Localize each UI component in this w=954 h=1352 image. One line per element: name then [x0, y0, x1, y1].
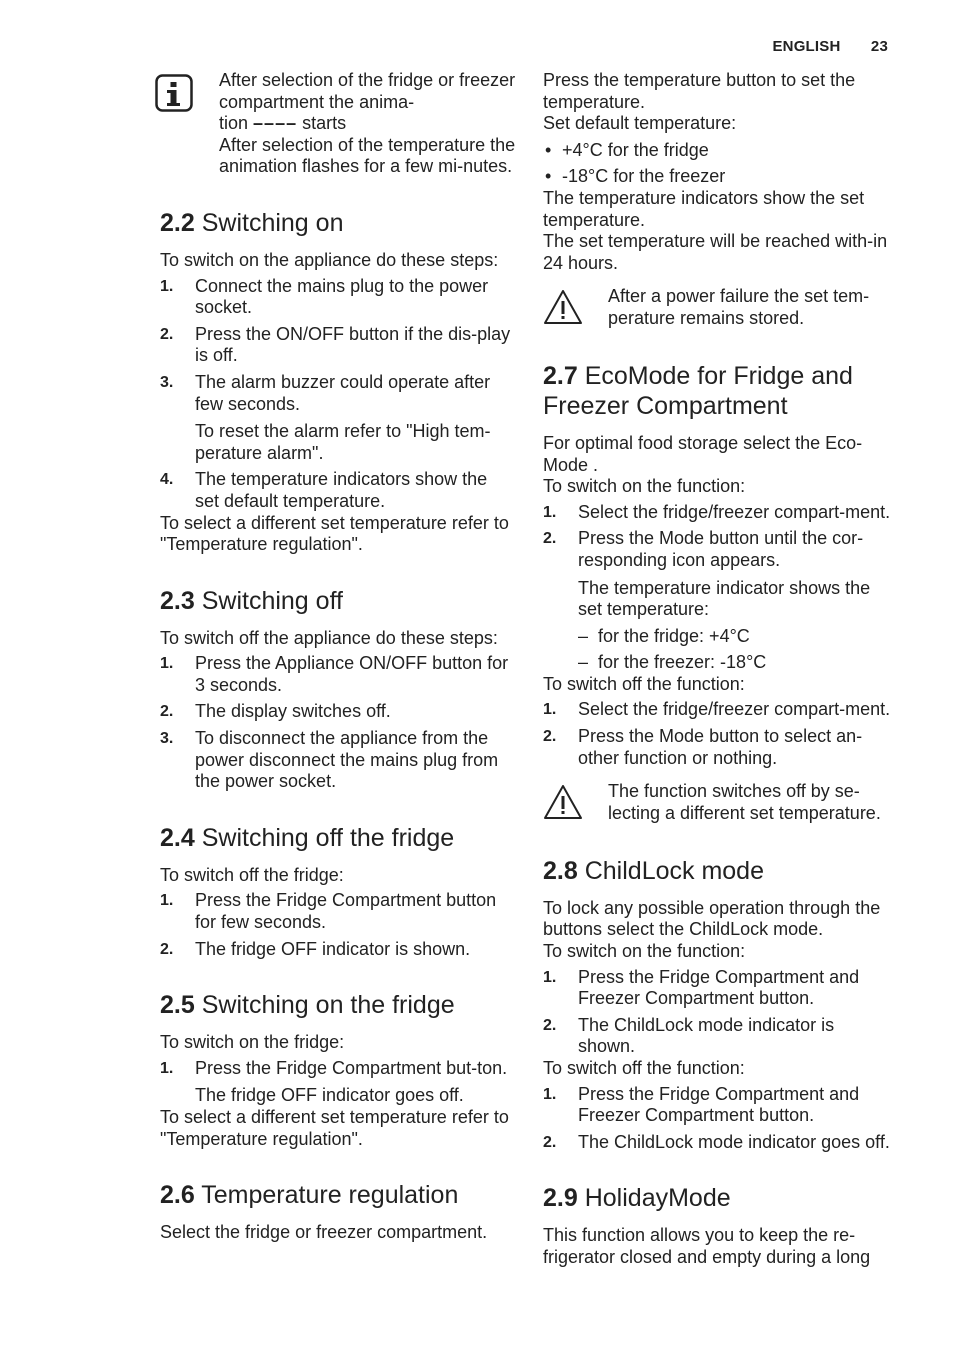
section-heading: 2.2 Switching on [160, 208, 344, 237]
section-2-6 [160, 1180, 516, 1244]
section-outro: To select a different set temperature refer to "Temperature regulation". [160, 1107, 509, 1149]
section-intro: This function allows you to keep the re-frigerator closed and empty during a long [543, 1225, 871, 1267]
animation-glyph: –––– [253, 113, 298, 134]
step-note: To reset the alarm refer to "High tem-perature alarm". [195, 421, 491, 463]
language-label: ENGLISH [772, 38, 841, 55]
info-note [160, 70, 516, 178]
list-item: 2. Press the Mode button to select an-other function or nothing. [543, 726, 863, 768]
warning-icon [543, 781, 583, 826]
list-item: 2. The ChildLock mode indicator goes off. [543, 1131, 890, 1152]
steps-list [543, 1084, 895, 1154]
step-note: The fridge OFF indicator goes off. [195, 1085, 464, 1106]
page-header [772, 38, 888, 55]
list-item: 3. The alarm buzzer could operate after few seconds. [160, 371, 491, 414]
list-item: 3. To disconnect the appliance from the power disconnect the mains plug from the power socket. [160, 728, 499, 792]
steps-list [543, 967, 895, 1058]
warning-note [543, 286, 895, 331]
info-note-text [219, 70, 516, 178]
list-item: 1. Press the Fridge Compartment and Freezer Compartment button. [543, 1083, 860, 1126]
list-item: 2. Press the ON/OFF button if the dis-play is off. [160, 323, 511, 366]
list-item: 2. Press the Mode button until the cor-responding icon appears. [543, 528, 864, 570]
note-line: After selection of the fridge or freezer compartment the anima- [219, 70, 516, 112]
paragraph: To switch off the function: [543, 1058, 745, 1078]
paragraph: To switch on the function: [543, 476, 746, 497]
section-2-5 [160, 990, 516, 1150]
paragraph: To switch on the function: [543, 941, 746, 962]
section-heading: 2.9 HolidayMode [543, 1184, 731, 1213]
section-heading: 2.7 EcoMode for Fridge and Freezer Compartment [543, 361, 853, 420]
section-outro: To select a different set temperature refer to "Temperature regulation". [160, 512, 509, 555]
section-2-3 [160, 586, 516, 793]
paragraph: The temperature indicators show the set temperature. [543, 187, 865, 230]
section-intro: Select the fridge or freezer compartment. [160, 1222, 488, 1243]
steps-list [543, 502, 895, 572]
steps-list [160, 276, 516, 416]
section-intro: For optimal food storage select the Eco-Mode . [543, 432, 863, 475]
list-item: 2. The fridge OFF indicator is shown. [160, 938, 471, 959]
steps-list [160, 1058, 516, 1080]
section-intro: To switch on the appliance do these steps: [160, 249, 499, 270]
paragraph: The set temperature will be reached with-in 24 hours. [543, 231, 888, 273]
list-item: 1. Press the Fridge Compartment and Freezer Compartment button. [543, 966, 860, 1009]
section-heading: 2.8 ChildLock mode [543, 856, 764, 885]
section-2-6-continued [543, 70, 895, 331]
bullet-item: • -18°C for the freezer [545, 166, 726, 187]
dash-item: – for the freezer: -18°C [578, 652, 767, 673]
warning-text: The function switches off by se-lecting a different set temperature. [608, 781, 881, 823]
list-item: 1. Press the Appliance ON/OFF button for 3 seconds. [160, 653, 509, 695]
list-item: 1. Connect the mains plug to the power socket. [160, 275, 489, 318]
dash-item: – for the fridge: +4°C [578, 625, 750, 646]
note-text: starts [302, 113, 347, 134]
list-item: 1. Press the Fridge Compartment button for few seconds. [160, 890, 497, 933]
left-column [160, 70, 516, 1244]
steps-list [160, 469, 516, 512]
section-heading: 2.5 Switching on the fridge [160, 991, 455, 1020]
page-number: 23 [870, 38, 888, 55]
steps-list [160, 890, 516, 960]
section-intro: To switch off the appliance do these steps: [160, 627, 498, 648]
section-2-9 [543, 1183, 895, 1268]
list-item: 2. The ChildLock mode indicator is shown. [543, 1014, 835, 1057]
section-heading: 2.4 Switching off the fridge [160, 823, 455, 852]
list-item: 1. Select the fridge/freezer compart-ment. [543, 699, 891, 720]
warning-text: After a power failure the set tem-perature remains stored. [608, 286, 870, 328]
warning-note [543, 781, 895, 826]
note-line [219, 113, 516, 135]
section-2-7 [543, 361, 895, 826]
note-line: After selection of the temperature the animation flashes for a few mi-nutes. [219, 134, 516, 177]
paragraph: To switch off the function: [543, 673, 745, 694]
section-2-2 [160, 208, 516, 556]
steps-list [543, 699, 895, 769]
section-intro: To switch off the fridge: [160, 864, 344, 885]
bullet-item: • +4°C for the fridge [545, 139, 709, 160]
info-icon [155, 70, 205, 178]
paragraph: Press the temperature button to set the temperature. [543, 70, 856, 112]
note-text: tion [219, 113, 249, 134]
steps-list [160, 653, 516, 793]
warning-icon [543, 286, 583, 331]
section-2-8 [543, 856, 895, 1154]
list-item: 2. The display switches off. [160, 701, 391, 722]
section-2-4 [160, 823, 516, 960]
paragraph: Set default temperature: [543, 113, 737, 134]
list-item: 4. The temperature indicators show the set default temperature. [160, 469, 488, 511]
list-item: 1. Press the Fridge Compartment but-ton. [160, 1057, 508, 1078]
section-heading: 2.3 Switching off [160, 586, 344, 615]
list-item: 1. Select the fridge/freezer compart-ment. [543, 501, 891, 522]
section-intro: To lock any possible operation through the buttons select the ChildLock mode. [543, 897, 881, 940]
right-column [543, 70, 895, 1269]
section-intro: To switch on the fridge: [160, 1032, 345, 1053]
section-heading: 2.6 Temperature regulation [160, 1181, 459, 1210]
step-note: The temperature indicator shows the set temperature: [578, 577, 871, 620]
